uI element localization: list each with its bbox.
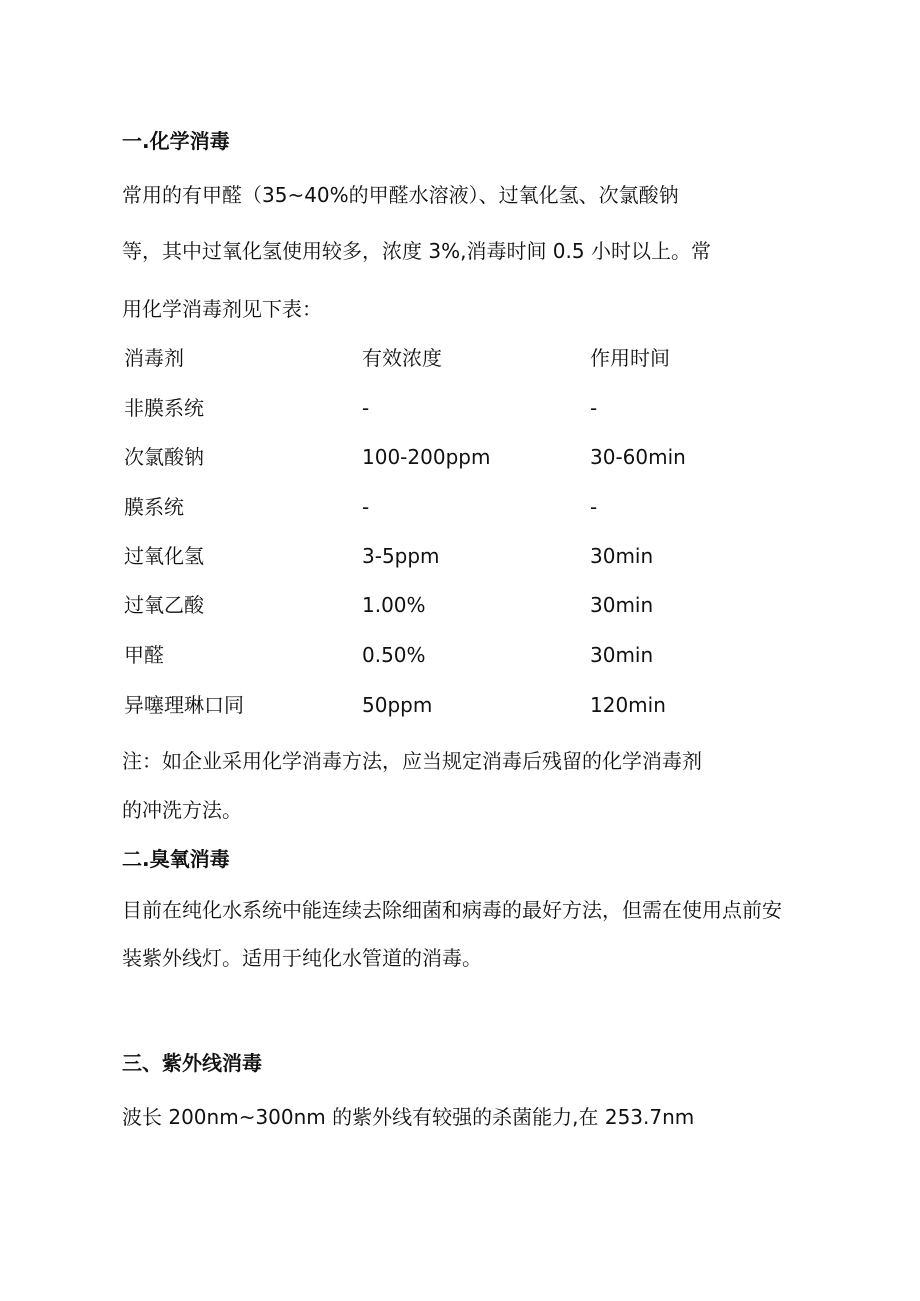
section-heading-chemical-disinfection: 一.化学消毒 (122, 129, 230, 153)
paragraph-line: 装紫外线灯。适用于纯化水管道的消毒。 (122, 946, 482, 970)
note-line: 的冲洗方法。 (122, 798, 242, 822)
paragraph-line: 波长 200nm~300nm 的紫外线有较强的杀菌能力,在 253.7nm (122, 1105, 695, 1129)
table-cell: - (590, 495, 598, 519)
table-cell: 3-5ppm (362, 544, 440, 568)
table-cell: 30min (590, 544, 654, 568)
paragraph-line: 常用的有甲醛（35~40%的甲醛水溶液）、过氧化氢、次氯酸钠 (122, 183, 679, 207)
table-cell: - (590, 396, 598, 420)
section-heading-uv-disinfection: 三、紫外线消毒 (122, 1051, 262, 1075)
table-cell: 30-60min (590, 445, 686, 469)
table-cell: 非膜系统 (124, 396, 204, 420)
table-header-cell: 有效浓度 (362, 346, 442, 370)
table-cell: 1.00% (362, 593, 426, 617)
table-cell: 50ppm (362, 693, 433, 717)
paragraph-line: 用化学消毒剂见下表： (122, 297, 322, 321)
table-cell: 过氧化氢 (124, 544, 204, 568)
paragraph-line: 等，其中过氧化氢使用较多，浓度 3%,消毒时间 0.5 小时以上。常 (122, 239, 711, 263)
table-cell: 次氯酸钠 (124, 445, 204, 469)
table-cell: - (362, 396, 370, 420)
table-cell: 甲醛 (124, 643, 164, 667)
note-line: 注：如企业采用化学消毒方法，应当规定消毒后残留的化学消毒剂 (122, 749, 702, 773)
section-heading-ozone-disinfection: 二.臭氧消毒 (122, 847, 230, 871)
table-header-cell: 消毒剂 (124, 346, 184, 370)
table-cell: - (362, 495, 370, 519)
table-cell: 异噻理琳口同 (124, 693, 244, 717)
table-cell: 0.50% (362, 643, 426, 667)
paragraph-line: 目前在纯化水系统中能连续去除细菌和病毒的最好方法，但需在使用点前安 (122, 898, 782, 922)
table-cell: 30min (590, 593, 654, 617)
table-cell: 100-200ppm (362, 445, 491, 469)
table-cell: 30min (590, 643, 654, 667)
table-cell: 过氧乙酸 (124, 593, 204, 617)
table-cell: 120min (590, 693, 666, 717)
table-cell: 膜系统 (124, 495, 184, 519)
table-header-cell: 作用时间 (590, 346, 670, 370)
